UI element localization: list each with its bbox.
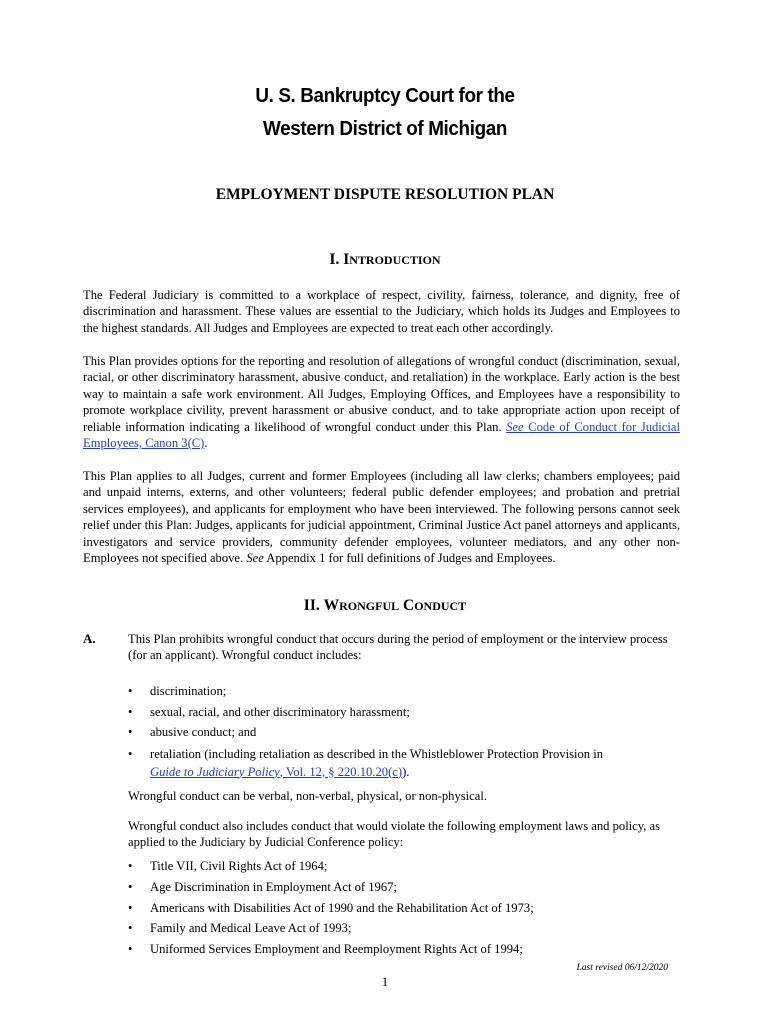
heading-initial: W (323, 597, 340, 614)
see-signal: See (246, 551, 264, 566)
intro-paragraph-2 (83, 353, 680, 451)
section-numeral: I. (329, 251, 340, 268)
employment-laws-list (128, 856, 680, 960)
paragraph-text: This Plan applies to all Judges, current and former Employees (including all law clerks; chambers employees; paid and unpaid interns, externs, and other volunteers; federal public defender employees; and probation and pretrial services employees), and applicants for employment who have been interviewed. The following persons cannot seek relief under this Plan: Judges, applicants for judicial appointment, Criminal Justice Act panel attorneys and applicants, investigators and service providers, community defender employees, volunteer mediators, and any other non-Employees not specified above. (83, 469, 680, 566)
heading-rest: ONDUCT (414, 599, 467, 613)
heading-rest: RONGFUL (339, 599, 400, 613)
conduct-forms-note: Wrongful conduct can be verbal, non-verbal, physical, or non-physical. (128, 789, 487, 803)
bullet-icon: • (128, 900, 133, 915)
see-signal: See (506, 419, 524, 434)
employment-laws-intro: Wrongful conduct also includes conduct that would violate the following employment laws and policy, as applied to the Judiciary by Judicial Conference policy: (128, 819, 661, 850)
section-heading-introduction (0, 251, 770, 269)
subsection-label-a: A. (83, 631, 96, 646)
bullet-icon: • (128, 684, 133, 698)
paragraph-text: This Plan provides options for the reporting and resolution of allegations of wrongful conduct (discrimination, sexual, racial, or other discriminatory harassment, abusive conduct, and retaliation) in the workplace. Early action is the best way to maintain a safe work environment. All Judges, Employing Offices, and Employees have a responsibility to promote workplace civility, prevent harassment or abusive conduct, and to take appropriate action upon receipt of reliable information indicating a likelihood of wrongful conduct under this Plan. (83, 354, 680, 434)
bullet-icon: • (128, 921, 133, 936)
judiciary-policy-link[interactable]: Guide to Judiciary Policy, Vol. 12, § 220.10.20(c) (150, 764, 403, 779)
plan-title: EMPLOYMENT DISPUTE RESOLUTION PLAN (215, 186, 555, 203)
bullet-icon: • (128, 746, 133, 761)
heading-initial: I (343, 251, 350, 268)
last-revised-date: Last revised 06/12/2020 (576, 963, 668, 973)
wrongful-conduct-intro: This Plan prohibits wrongful conduct that occurs during the period of employment or the interview process (for an applicant). Wrongful conduct includes: (128, 632, 668, 663)
paragraph-end: Appendix 1 for full definitions of Judges and Employees. (266, 551, 556, 566)
heading-initial: C (402, 597, 415, 614)
list-item: • discrimination; (128, 681, 680, 702)
bullet-icon: • (128, 725, 133, 739)
intro-paragraph-1: The Federal Judiciary is committed to a workplace of respect, civility, fairness, tolerance, and dignity, free of discrimination and harassment. These values are essential to the Judiciary, which holds its Judges and Employees to the highest standards. All Judges and Employees are expected to treat each other accordingly. (83, 288, 680, 335)
heading-rest: NTRODUCTION (349, 253, 441, 267)
conduct-list (128, 681, 680, 781)
paragraph-end: . (204, 436, 208, 451)
list-item: • Age Discrimination in Employment Act of 1967; (128, 877, 680, 898)
link-text: Code of Conduct for Judicial Employees, Canon 3(C) (83, 419, 680, 451)
bullet-icon: • (128, 704, 133, 719)
bullet-icon: • (128, 879, 133, 894)
bullet-icon: • (128, 859, 133, 873)
intro-paragraph-3 (83, 468, 680, 566)
list-item: • abusive conduct; and (128, 722, 680, 743)
court-name-line-2: Western District of Michigan (262, 117, 508, 140)
page-number: 1 (381, 974, 389, 989)
list-item: • Title VII, Civil Rights Act of 1964; (128, 856, 680, 877)
list-item: • retaliation (including retaliation as described in the Whistleblower Protection Provision in Guide to Judiciary Policy, Vol. 12, § 220.10.20(c)). (128, 746, 604, 779)
section-heading-wrongful-conduct (0, 597, 770, 615)
bullet-icon: • (128, 942, 133, 957)
list-item: • sexual, racial, and other discriminatory harassment; (128, 702, 680, 723)
list-item: • Americans with Disabilities Act of 1990 and the Rehabilitation Act of 1973; (128, 898, 680, 919)
list-item: • Family and Medical Leave Act of 1993; (128, 918, 680, 939)
section-numeral: II. (303, 597, 320, 614)
list-item: • Uniformed Services Employment and Reemployment Rights Act of 1994; (128, 939, 680, 960)
court-name-line-1: U. S. Bankruptcy Court for the (255, 84, 515, 107)
